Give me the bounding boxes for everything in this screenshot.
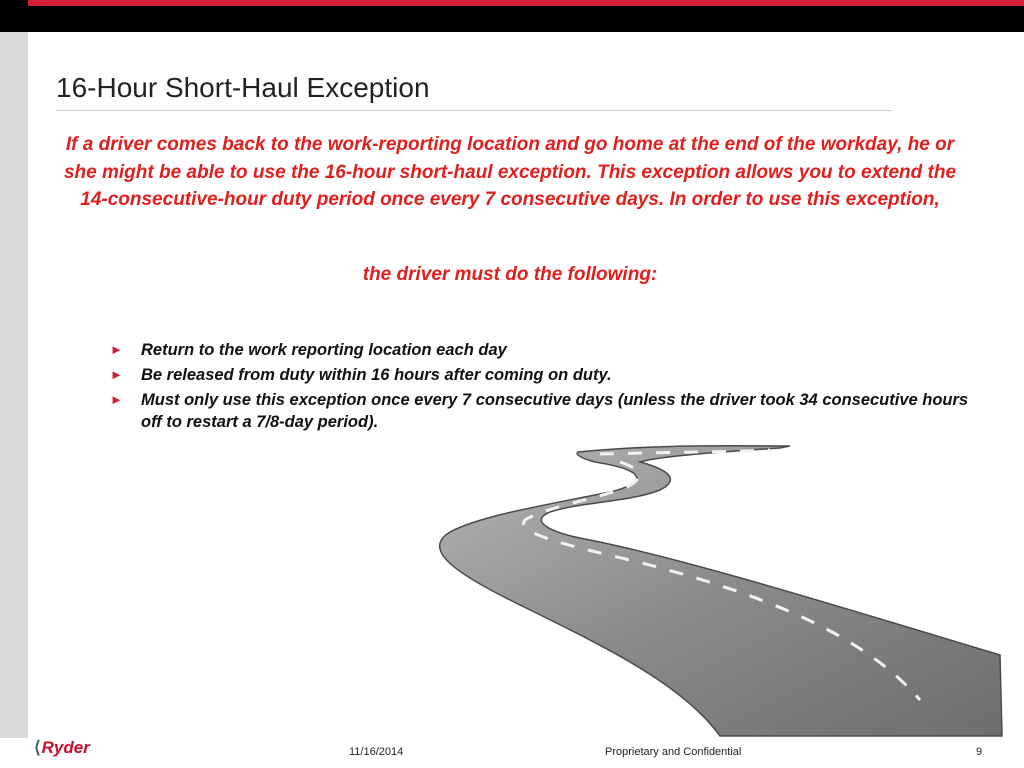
list-item — [110, 339, 970, 361]
list-item-text: Must only use this exception once every 7 consecutive days (unless the driver took 34 consecutive hours off to restart a 7/8-day period). — [141, 391, 969, 431]
list-item — [110, 389, 970, 433]
left-margin-strip — [0, 32, 28, 738]
title-divider — [56, 110, 892, 111]
winding-road-image — [430, 440, 1010, 740]
header-corner — [0, 0, 28, 32]
bullet-arrow-icon: ► — [110, 392, 123, 407]
road-surface — [440, 446, 1002, 736]
list-item-text: Be released from duty within 16 hours after coming on duty. — [141, 366, 612, 384]
header-accent-stripe — [28, 0, 1024, 6]
intro-paragraph: If a driver comes back to the work-reporting location and go home at the end of the workday, he or she might be able to use the 16-hour short-haul exception. This exception allows you to extend the 14-consecutive-hour duty period once every 7 consecutive days. In order to use this exception, — [63, 134, 957, 210]
requirements-list — [110, 339, 970, 436]
footer-confidential: Proprietary and Confidential — [605, 746, 742, 758]
ryder-logo — [34, 738, 90, 758]
page-number: 9 — [976, 746, 983, 758]
bullet-arrow-icon: ► — [110, 342, 123, 357]
logo-text: Ryder — [41, 738, 90, 757]
footer-date: 11/16/2014 — [349, 746, 404, 758]
list-item-text: Return to the work reporting location each day — [141, 341, 507, 359]
bullet-arrow-icon: ► — [110, 367, 123, 382]
list-item — [110, 364, 970, 386]
intro-subheading: the driver must do the following: — [362, 264, 658, 285]
logo-swoosh-icon: ⟨ — [34, 738, 41, 757]
slide-title: 16-Hour Short-Haul Exception — [56, 72, 430, 103]
